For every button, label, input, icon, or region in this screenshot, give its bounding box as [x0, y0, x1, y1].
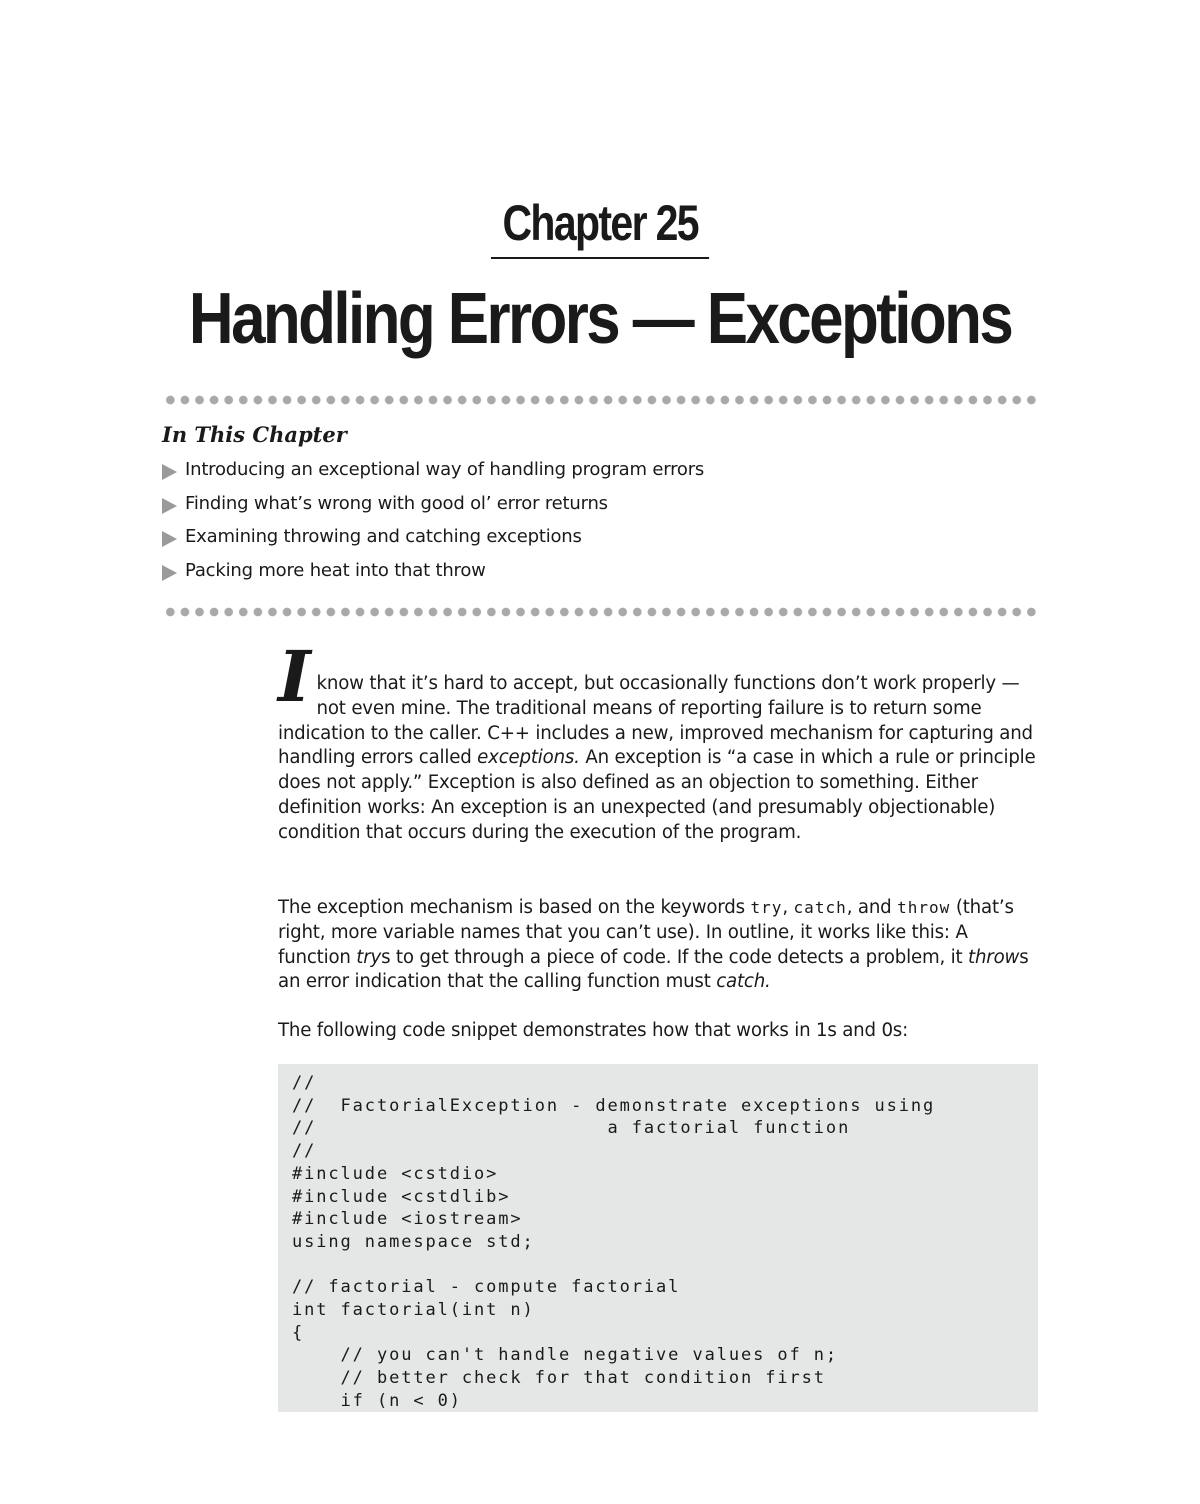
triangle-bullet-icon [162, 498, 177, 514]
dotted-divider-top [163, 394, 1039, 406]
drop-cap: I [278, 635, 311, 718]
list-item [162, 526, 704, 560]
chapter-title-text: Handling Errors — Exceptions [188, 279, 1012, 359]
paragraph-text: (that’s right, more variable names that you can’t use). In outline, it works like this: A function [278, 897, 1014, 968]
paragraph-text: know that it’s hard to accept, but occasionally functions don’t work properly — not even mine. The traditional means of reporting failure is to return some indication to the caller. C++ includes a new, improved mechanism for capturing and handling errors called [278, 673, 1033, 769]
triangle-bullet-icon [162, 565, 177, 581]
emphasis-throw: throw [968, 946, 1020, 968]
chapter-topics-list [162, 459, 704, 594]
triangle-bullet-icon [162, 464, 177, 480]
keyword-throw: throw [897, 898, 951, 917]
chapter-title [0, 280, 1200, 359]
mechanism-paragraph [278, 896, 1038, 995]
keyword-catch: catch [793, 898, 847, 917]
paragraph-text: , and [846, 897, 898, 918]
emphasis-exceptions: exceptions. [477, 747, 580, 769]
list-item-text: Packing more heat into that throw [185, 560, 486, 582]
paragraph-text: An exception is “a case in which a rule or principle does not apply.” Exception is also defined as an objection to something. Either definition works: An exception is an unexpected (and presumably objectionable) condition that occurs during the execution of the program. [278, 747, 1036, 843]
list-item [162, 560, 704, 594]
code-listing [278, 1064, 1038, 1412]
intro-paragraph [278, 635, 1038, 846]
list-item-text: Examining throwing and catching exceptions [185, 526, 582, 548]
code-text: // // FactorialException - demonstrate exceptions using // a factorial function // #include <cstdio> #include <cstdlib> #include <iostream> using namespace std; // factorial - compute factorial int factorial(int n) { // you can't handle negative values of n; // better check for that condition first if (n < 0) [292, 1073, 936, 1411]
emphasis-catch: catch. [716, 971, 771, 993]
emphasis-try: try [356, 946, 382, 968]
code-intro-paragraph: The following code snippet demonstrates how that works in 1s and 0s: [278, 1020, 909, 1041]
list-item-text: Finding what’s wrong with good ol’ error returns [185, 492, 608, 514]
paragraph-text: , [782, 897, 794, 918]
keyword-try: try [750, 898, 783, 917]
dotted-divider-bottom [163, 606, 1039, 618]
list-item [162, 459, 704, 493]
paragraph-text: s to get through a piece of code. If the code detects a problem, it [381, 946, 969, 968]
chapter-number [0, 196, 1200, 259]
chapter-number-label: Chapter 25 [491, 196, 709, 259]
list-item-text: Introducing an exceptional way of handling program errors [185, 459, 705, 480]
paragraph-text: s an error indication that the calling function must [278, 946, 1029, 993]
paragraph-text: The exception mechanism is based on the keywords [278, 897, 751, 918]
list-item [162, 493, 704, 527]
triangle-bullet-icon [162, 531, 177, 547]
in-this-chapter-heading: In This Chapter [162, 422, 347, 447]
